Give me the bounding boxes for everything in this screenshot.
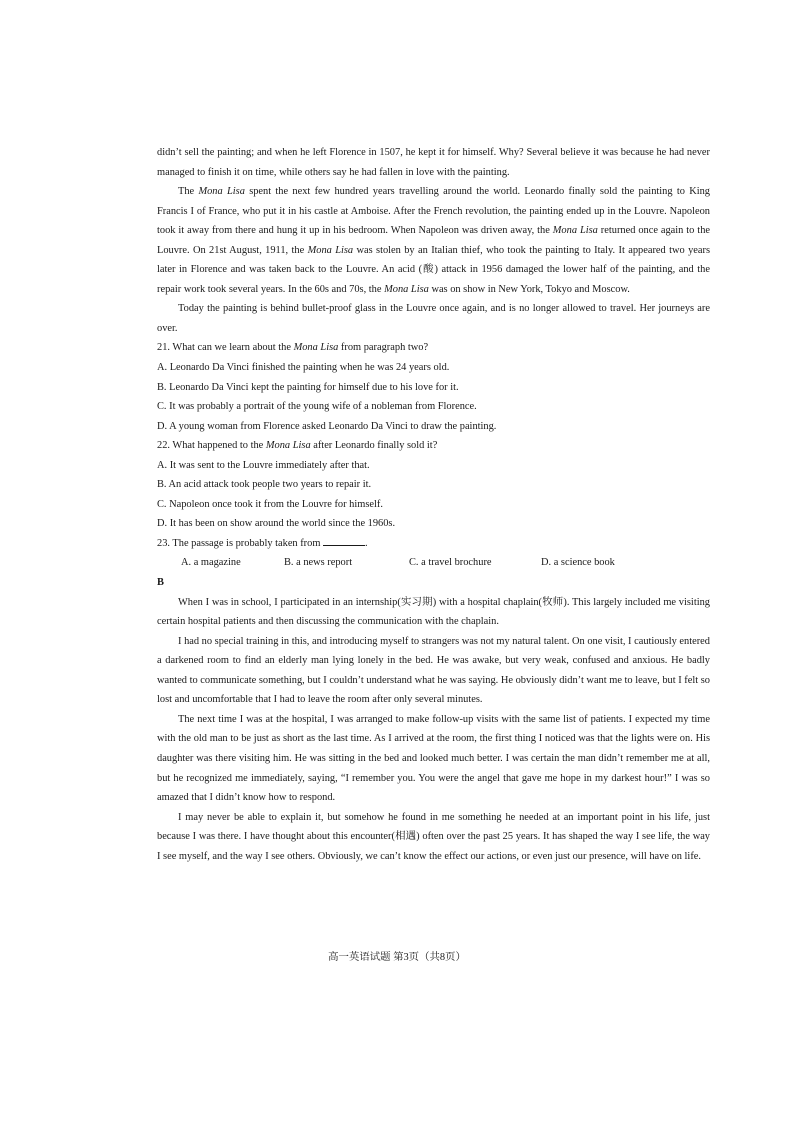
- question-23: [157, 534, 710, 573]
- question-22-stem: 22. What happened to the Mona Lisa after Leonardo finally sold it?: [157, 440, 438, 452]
- question-23-stem: 23. The passage is probably taken from .: [157, 537, 368, 549]
- question-21-option-a: A. Leonardo Da Vinci finished the painting when he was 24 years old.: [157, 362, 450, 374]
- question-22-option-a: A. It was sent to the Louvre immediately after that.: [157, 459, 370, 471]
- title-mona-lisa: Mona Lisa: [198, 186, 245, 198]
- page-footer: 高一英语试题 第3页（共8页）: [328, 952, 466, 963]
- question-21-option-d: D. A young woman from Florence asked Leonardo Da Vinci to draw the painting.: [157, 420, 497, 432]
- title-mona-lisa: Mona Lisa: [384, 283, 429, 295]
- question-23-options: [181, 553, 710, 573]
- passage-b-paragraph-1: When I was in school, I participated in an internship(实习期) with a hospital chaplain(牧师). This largely included me visiting certain hospital patients and then discussing the communication with the chaplain.: [157, 596, 710, 628]
- passage-a-paragraph-continued: didn’t sell the painting; and when he left Florence in 1507, he kept it for himself. Why? Several believe it was because he had never managed to finish it on time, while others say he had fallen in love with the painting.: [157, 147, 710, 178]
- title-mona-lisa: Mona Lisa: [307, 244, 354, 256]
- answer-blank: [323, 536, 365, 546]
- question-23-option-c: C. a travel brochure: [409, 557, 492, 569]
- passage-b-paragraph-3: The next time I was at the hospital, I was arranged to make follow-up visits with the same list of patients. I expected my time with the old man to be just as short as the last time. As I arrived at the room, the first thing I noticed was that the lights were on. His daughter was there visiting him. He was sitting in the bed and looked much better. I was certain the man didn’t remember me at all, but he recognized me immediately, saying, “I remember you. You were the angel that gave me hope in my darkest hour!” I was so amazed that I didn’t know how to respond.: [157, 713, 710, 804]
- question-22-option-c: C. Napoleon once took it from the Louvre for himself.: [157, 498, 383, 510]
- question-22-option-d: D. It has been on show around the world since the 1960s.: [157, 518, 396, 530]
- question-23-option-d: D. a science book: [541, 557, 615, 569]
- passage-b-paragraph-2: I had no special training in this, and introducing myself to strangers was not my natural talent. On one visit, I cautiously entered a darkened room to find an elderly man lying lonely in the bed. He was awake, but very weak, confused and anxious. He badly wanted to communicate something, but I couldn’t understand what he was saying. He obviously didn’t want me to leave, but I felt so lost and uncomfortable that I had to leave the room after only several minutes.: [157, 635, 710, 706]
- question-21-option-c: C. It was probably a portrait of the young wife of a nobleman from Florence.: [157, 401, 477, 413]
- passage-a-paragraph-today: Today the painting is behind bullet-proof glass in the Louvre once again, and is no longer allowed to travel. Her journeys are over.: [157, 303, 710, 334]
- exam-page: [157, 143, 710, 866]
- question-21: [157, 338, 710, 436]
- question-22: [157, 436, 710, 534]
- question-23-option-b: B. a news report: [284, 557, 353, 569]
- section-b-heading: B: [157, 577, 164, 589]
- question-23-option-a: A. a magazine: [181, 557, 241, 569]
- question-22-option-b: B. An acid attack took people two years to repair it.: [157, 479, 372, 491]
- title-mona-lisa: Mona Lisa: [552, 225, 598, 237]
- question-21-option-b: B. Leonardo Da Vinci kept the painting for himself due to his love for it.: [157, 381, 459, 393]
- question-21-stem: 21. What can we learn about the Mona Lisa from paragraph two?: [157, 342, 429, 354]
- passage-b-paragraph-4: I may never be able to explain it, but somehow he found in me something he needed at an important point in his life, just because I was there. I have thought about this encounter(相遇) often over the past 25 years. It has shaped the way I see life, the way I see myself, and the way I see others. Obviously, we can’t know the effect our actions, or even just our presence, will have on life.: [157, 811, 710, 862]
- passage-a-paragraph-journey: The Mona Lisa spent the next few hundred years travelling around the world. Leonardo finally sold the painting to King Francis I of France, who put it in his castle at Amboise. After the French revolution, the painting ended up in the Louvre. Napoleon took it away from there and hung it up in his bedroom. When Napoleon was driven away, the Mona Lisa returned once again to the Louvre. On 21st August, 1911, the Mona Lisa was stolen by an Italian thief, who took the painting to Italy. It appeared two years later in Florence and was taken back to the Louvre. An acid (酸) attack in 1956 damaged the lower half of the painting, and the repair work took several years. In the 60s and 70s, the Mona Lisa was on show in New York, Tokyo and Moscow.: [157, 186, 711, 295]
